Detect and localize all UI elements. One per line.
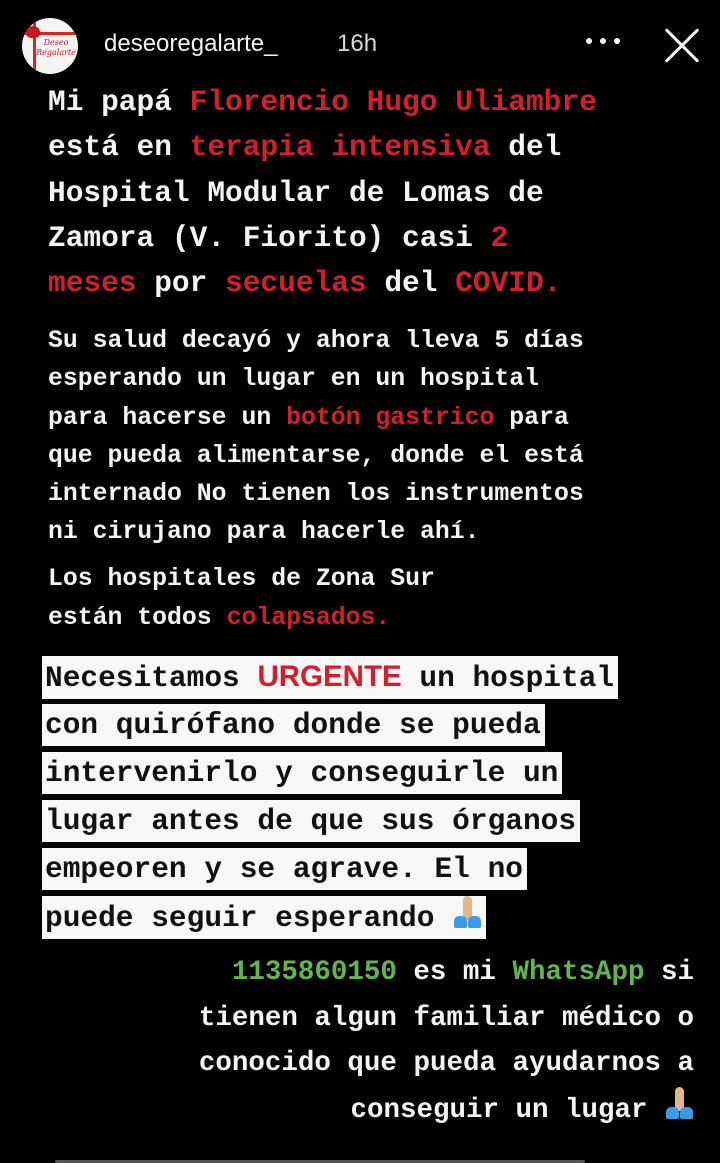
- avatar-brand-line2: Regalarte: [36, 48, 76, 57]
- red-highlight: terapia intensiva: [189, 130, 491, 165]
- highlighted-appeal: [42, 656, 618, 944]
- story-paragraph-1: [48, 80, 597, 306]
- text: que pueda alimentarse, donde el está: [48, 441, 584, 470]
- text: del: [490, 130, 562, 165]
- text: para hacerse un: [48, 403, 287, 432]
- highlight-line: lugar antes de que sus órganos: [42, 800, 580, 842]
- text: Zamora (V. Fiorito) casi: [48, 220, 491, 255]
- red-highlight: botón gastrico: [286, 403, 495, 432]
- dot-icon: [600, 38, 606, 44]
- highlight-line: intervenirlo y conseguirle un: [42, 752, 562, 794]
- text: un hospital: [401, 661, 615, 695]
- post-time: 16h: [337, 30, 378, 57]
- avatar[interactable]: [22, 18, 78, 74]
- text: del: [366, 266, 456, 301]
- red-highlight: meses: [48, 266, 137, 301]
- text: es mi: [396, 957, 513, 988]
- highlight-line: con quirófano donde se pueda: [42, 704, 545, 746]
- text: Necesitamos: [45, 661, 258, 695]
- text: internado No tienen los instrumentos: [48, 480, 584, 509]
- dot-icon: [586, 38, 592, 44]
- more-options-button[interactable]: [586, 35, 620, 47]
- avatar-brand: [36, 38, 76, 58]
- story-paragraph-3: [48, 560, 435, 637]
- text: está en: [48, 130, 190, 165]
- bow-icon: [26, 26, 40, 38]
- text: están todos: [48, 603, 227, 632]
- red-highlight: secuelas: [225, 266, 367, 301]
- text: tienen algun familiar médico o: [198, 1002, 694, 1034]
- text: por: [136, 266, 226, 301]
- text: Su salud decayó y ahora lleva 5 días: [48, 327, 584, 355]
- text: puede seguir esperando: [45, 901, 453, 935]
- text: ni cirujano para hacerle ahí.: [48, 518, 480, 547]
- red-highlight: colapsados.: [226, 603, 391, 632]
- text: conseguir un lugar: [350, 1094, 664, 1126]
- text: esperando un lugar en un hospital: [48, 365, 540, 394]
- red-highlight: COVID.: [455, 266, 562, 301]
- username[interactable]: deseoregalarte_: [104, 30, 278, 57]
- highlight-line: [42, 656, 618, 699]
- avatar-brand-line1: Deseo: [43, 38, 69, 47]
- close-icon[interactable]: [662, 26, 702, 66]
- text: conocido que pueda ayudarnos a: [198, 1048, 694, 1080]
- text: Mi papá: [48, 85, 190, 119]
- contact-paragraph: [199, 950, 694, 1133]
- dot-icon: [614, 38, 620, 44]
- whatsapp-label: WhatsApp: [512, 957, 645, 988]
- story-header: [0, 0, 720, 90]
- folded-hands-icon: [664, 1087, 694, 1121]
- text: para: [494, 403, 569, 432]
- phone-number[interactable]: 1135860150: [231, 957, 397, 988]
- text: Los hospitales de Zona Sur: [48, 565, 435, 593]
- text: si: [644, 957, 694, 988]
- name-highlight: Florencio Hugo Uliambre: [189, 85, 597, 119]
- story-paragraph-2: [48, 322, 584, 552]
- folded-hands-icon: [452, 896, 482, 930]
- urgent-label: URGENTE: [257, 660, 402, 693]
- highlight-line: [42, 896, 486, 939]
- highlight-line: empeoren y se agrave. El no: [42, 848, 527, 890]
- text: Hospital Modular de Lomas de: [48, 175, 544, 210]
- red-highlight: 2: [490, 220, 509, 255]
